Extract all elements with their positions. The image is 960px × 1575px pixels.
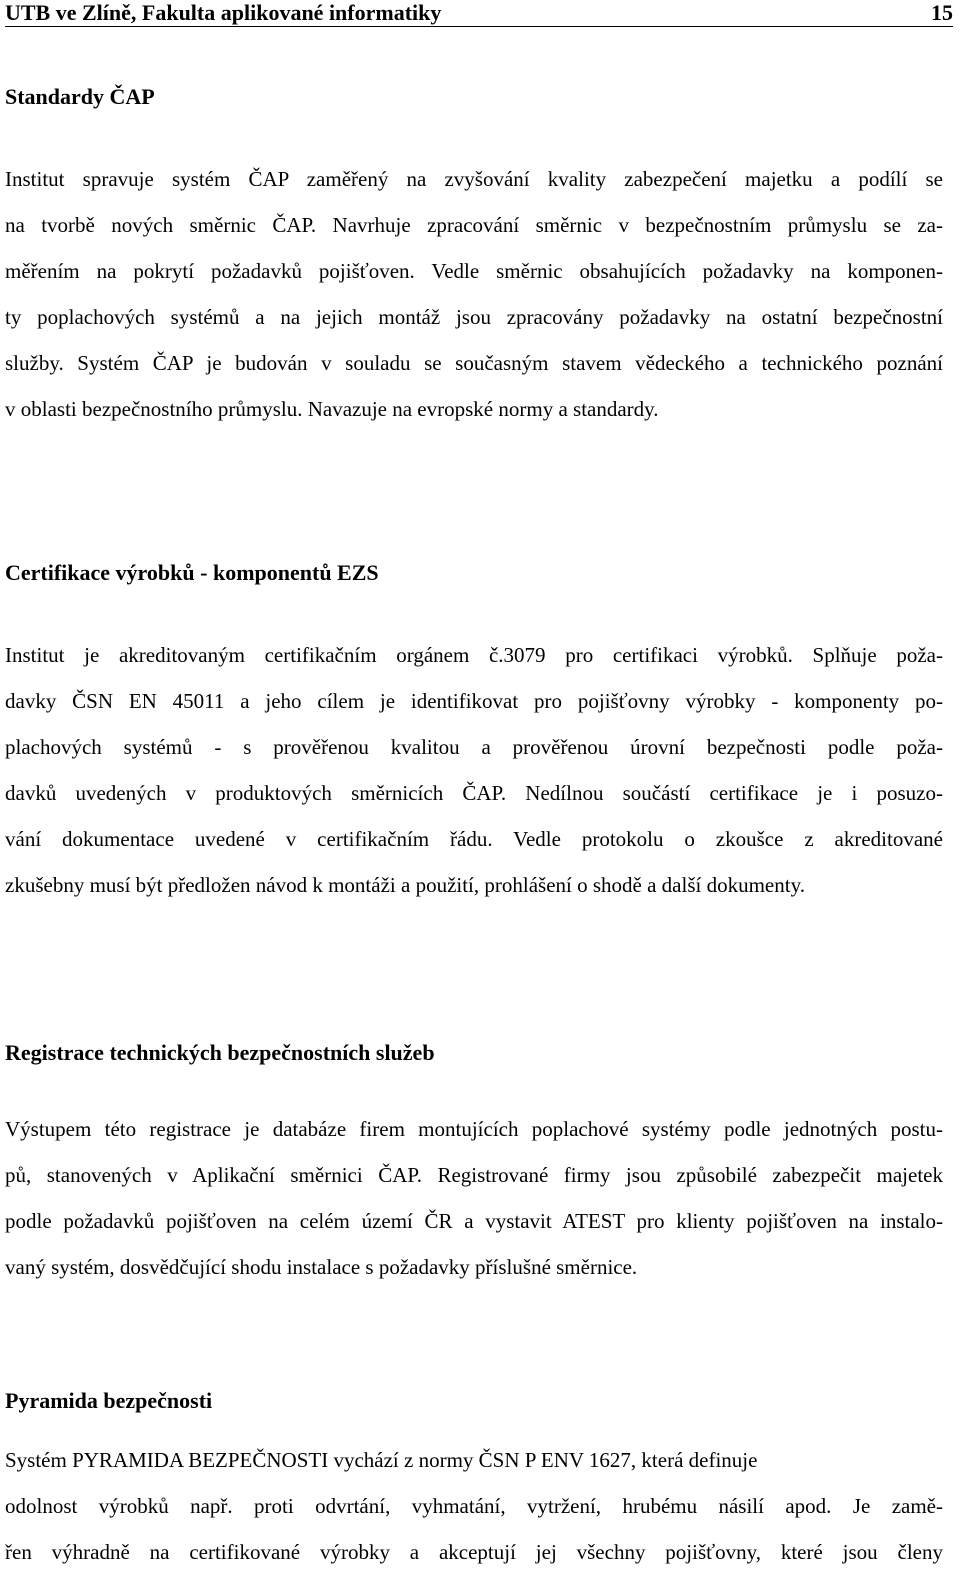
- section-heading-standardy: Standardy ČAP: [5, 84, 155, 109]
- section-heading-pyramida: Pyramida bezpečnosti: [5, 1388, 213, 1413]
- section-heading-certifikace: Certifikace výrobků - komponentů EZS: [5, 560, 379, 585]
- paragraph-line: v oblasti bezpečnostního průmyslu. Navazuje na evropské normy a standardy.: [5, 397, 659, 421]
- paragraph-line: podle požadavků pojišťoven na celém území ČR a vystavit ATEST pro klienty pojišťoven na instalo-: [5, 1209, 943, 1233]
- paragraph-line: pů, stanovených v Aplikační směrnici ČAP. Registrované firmy jsou způsobilé zabezpečit majetek: [5, 1163, 943, 1187]
- paragraph-line: Institut je akreditovaným certifikačním orgánem č.3079 pro certifikaci výrobků. Splňuje poža-: [5, 643, 943, 667]
- page-number: 15: [931, 0, 953, 25]
- paragraph-line: na tvorbě nových směrnic ČAP. Navrhuje zpracování směrnic v bezpečnostním průmyslu se za-: [5, 213, 943, 237]
- paragraph-line: zkušebny musí být předložen návod k montáži a použití, prohlášení o shodě a další dokumenty.: [5, 873, 805, 897]
- paragraph-line: služby. Systém ČAP je budován v souladu se současným stavem vědeckého a technického poznání: [5, 351, 943, 375]
- page-header: [5, 0, 953, 27]
- section-paragraph-registrace: [5, 1106, 943, 1290]
- paragraph-line: odolnost výrobků např. proti odvrtání, vyhmatání, vytržení, hrubému násilí apod. Je zamě-: [5, 1494, 943, 1518]
- paragraph-line: měřením na pokrytí požadavků pojišťoven. Vedle směrnic obsahujících požadavky na komponen-: [5, 259, 943, 283]
- paragraph-line: plachových systémů - s prověřenou kvalitou a prověřenou úrovní bezpečnosti podle poža-: [5, 735, 943, 759]
- paragraph-line: davky ČSN EN 45011 a jeho cílem je identifikovat pro pojišťovny výrobky - komponenty po-: [5, 689, 943, 713]
- paragraph-line: davků uvedených v produktových směrnicích ČAP. Nedílnou součástí certifikace je i posuzo-: [5, 781, 943, 805]
- header-title: UTB ve Zlíně, Fakulta aplikované informatiky: [5, 0, 442, 25]
- section-paragraph-pyramida: [5, 1437, 943, 1575]
- paragraph-line: ty poplachových systémů a na jejich montáž jsou zpracovány požadavky na ostatní bezpečnostní: [5, 305, 943, 329]
- paragraph-line: řen výhradně na certifikované výrobky a akceptují jej všechny pojišťovny, které jsou členy: [5, 1540, 943, 1564]
- paragraph-line: vání dokumentace uvedené v certifikačním řádu. Vedle protokolu o zkoušce z akreditované: [5, 827, 943, 851]
- section-paragraph-certifikace: [5, 632, 943, 908]
- paragraph-line: Institut spravuje systém ČAP zaměřený na zvyšování kvality zabezpečení majetku a podílí se: [5, 167, 943, 191]
- section-heading-registrace: Registrace technických bezpečnostních služeb: [5, 1040, 435, 1065]
- paragraph-line: Výstupem této registrace je databáze firem montujících poplachové systémy podle jednotných postu-: [5, 1117, 943, 1141]
- section-paragraph-standardy: [5, 156, 943, 432]
- paragraph-line: Systém PYRAMIDA BEZPEČNOSTI vychází z normy ČSN P ENV 1627, která definuje: [5, 1448, 758, 1472]
- paragraph-line: vaný systém, dosvědčující shodu instalace s požadavky příslušné směrnice.: [5, 1255, 638, 1279]
